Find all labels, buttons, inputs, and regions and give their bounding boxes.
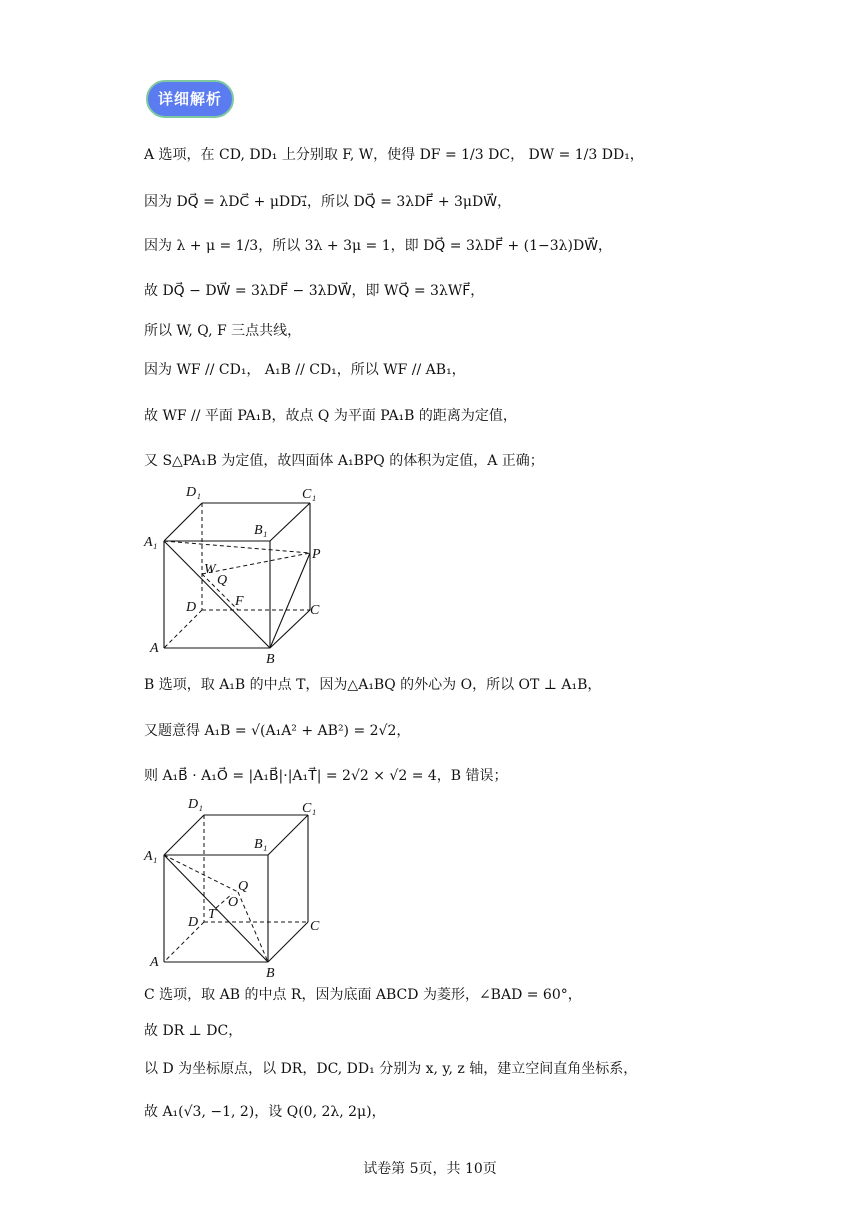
text-line-2: 因为 DQ⃗ = λDC⃗ + μDD₁⃗，所以 DQ⃗ = 3λDF⃗ + 3μDW⃗， bbox=[144, 194, 512, 210]
label-D1: D₁ bbox=[188, 797, 203, 812]
label-B1: B₁ bbox=[254, 523, 268, 538]
label-D: D bbox=[186, 600, 197, 615]
text-line-13: 故 DR ⊥ DC， bbox=[144, 1023, 243, 1039]
text-line-6: 因为 WF // CD₁， A₁B // CD₁，所以 WF // AB₁， bbox=[144, 362, 466, 378]
label-P: P bbox=[312, 547, 321, 562]
label-B: B bbox=[266, 966, 275, 981]
text-line-7: 故 WF // 平面 PA₁B，故点 Q 为平面 PA₁B 的距离为定值， bbox=[144, 408, 517, 424]
label-Q: Q bbox=[217, 573, 228, 588]
text-line-12: C 选项，取 AB 的中点 R，因为底面 ABCD 为菱形，∠BAD = 60°， bbox=[144, 987, 582, 1003]
label-C1: C₁ bbox=[302, 801, 317, 816]
label-C: C bbox=[310, 603, 320, 618]
label-B1: B₁ bbox=[254, 837, 268, 852]
text-line-14: 以 D 为坐标原点，以 DR，DC, DD₁ 分别为 x, y, z 轴，建立空间直角坐标系， bbox=[144, 1061, 638, 1077]
label-A1: A₁ bbox=[144, 535, 158, 550]
label-C1: C₁ bbox=[302, 487, 317, 502]
text-line-1: A 选项，在 CD, DD₁ 上分别取 F, W，使得 DF = 1/3 DC， DW = 1/3 DD₁， bbox=[144, 147, 644, 163]
page-footer: 试卷第 5页，共 10页 bbox=[363, 1161, 497, 1177]
label-Q: Q bbox=[238, 879, 249, 894]
detail-analysis-badge: 详细解析 bbox=[146, 80, 234, 118]
text-line-5: 所以 W, Q, F 三点共线， bbox=[144, 323, 302, 339]
label-A1: A₁ bbox=[144, 849, 158, 864]
text-line-4: 故 DQ⃗ − DW⃗ = 3λDF⃗ − 3λDW⃗，即 WQ⃗ = 3λWF⃗， bbox=[144, 283, 485, 299]
label-C: C bbox=[310, 919, 320, 934]
cube-figure-1 bbox=[142, 478, 342, 672]
text-line-9: B 选项，取 A₁B 的中点 T，因为△A₁BQ 的外心为 O，所以 OT ⊥ A₁B， bbox=[144, 677, 602, 693]
text-line-10: 又题意得 A₁B = √(A₁A² + AB²) = 2√2， bbox=[144, 723, 411, 739]
cube-figure-2 bbox=[142, 790, 342, 984]
label-A: A bbox=[150, 641, 159, 656]
label-D1: D₁ bbox=[186, 485, 201, 500]
label-F: F bbox=[235, 594, 244, 609]
label-B: B bbox=[266, 652, 275, 667]
text-line-3: 因为 λ + μ = 1/3，所以 3λ + 3μ = 1，即 DQ⃗ = 3λDF⃗ + (1−3λ)DW⃗， bbox=[144, 238, 613, 254]
label-T: T bbox=[208, 907, 216, 922]
label-A: A bbox=[150, 955, 159, 970]
text-line-15: 故 A₁(√3, −1, 2)，设 Q(0, 2λ, 2μ)， bbox=[144, 1104, 386, 1120]
label-D: D bbox=[188, 915, 199, 930]
text-line-8: 又 S△PA₁B 为定值，故四面体 A₁BPQ 的体积为定值，A 正确； bbox=[144, 453, 544, 469]
label-W: W bbox=[204, 562, 216, 577]
label-O: O bbox=[228, 895, 239, 910]
text-line-11: 则 A₁B⃗ · A₁O⃗ = |A₁B⃗|·|A₁T⃗| = 2√2 × √2 = 4，B 错误； bbox=[144, 768, 508, 784]
